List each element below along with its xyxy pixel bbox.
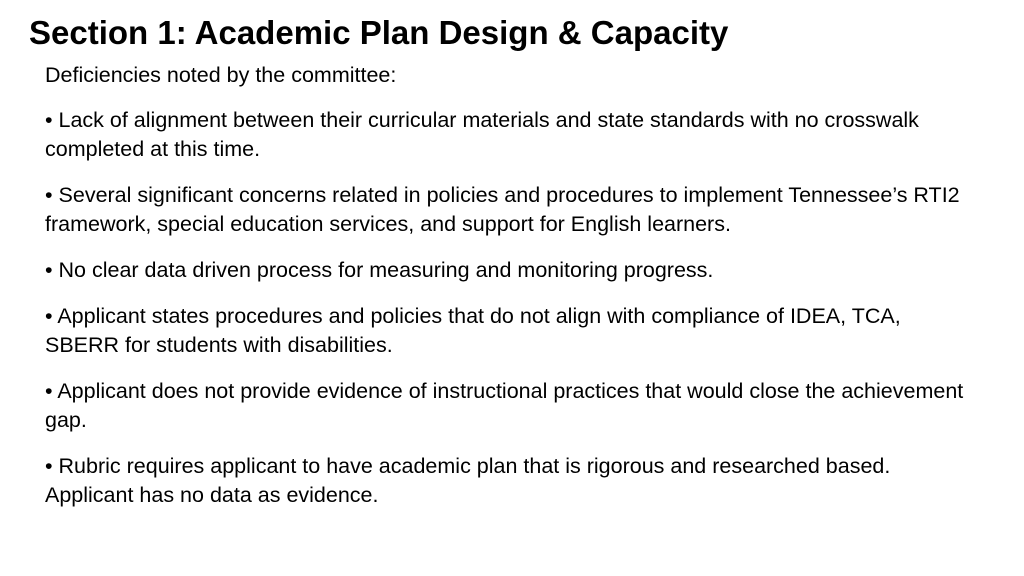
bullet-item-4 (45, 302, 980, 360)
bullet-marker: • (45, 258, 53, 282)
bullet-item-2 (45, 181, 980, 239)
slide-body (45, 61, 980, 527)
bullet-marker: • (45, 379, 53, 403)
bullet-marker: • (45, 183, 53, 207)
intro-text: Deficiencies noted by the committee: (45, 63, 397, 87)
bullet-item-5 (45, 377, 980, 435)
bullet-marker: • (45, 454, 53, 478)
slide-title: Section 1: Academic Plan Design & Capacity (29, 14, 729, 51)
bullet-marker: • (45, 304, 53, 328)
bullet-text: No clear data driven process for measuring and monitoring progress. (58, 258, 714, 282)
bullet-marker: • (45, 108, 53, 132)
bullet-text: Lack of alignment between their curricular materials and state standards with no crosswalk completed at this time. (45, 108, 919, 161)
bullet-item-1 (45, 106, 980, 164)
bullet-item-6 (45, 452, 980, 510)
bullet-text: Several significant concerns related in policies and procedures to implement Tennessee’s RTI2 framework, special education services, and support for English learners. (45, 183, 960, 236)
bullet-text: Applicant states procedures and policies that do not align with compliance of IDEA, TCA, SBERR for students with disabilities. (45, 304, 901, 357)
bullet-text: Rubric requires applicant to have academic plan that is rigorous and researched based. Applicant has no data as evidence. (45, 454, 902, 507)
bullet-item-3 (45, 256, 980, 285)
bullet-text: Applicant does not provide evidence of instructional practices that would close the achievement gap. (45, 379, 964, 432)
